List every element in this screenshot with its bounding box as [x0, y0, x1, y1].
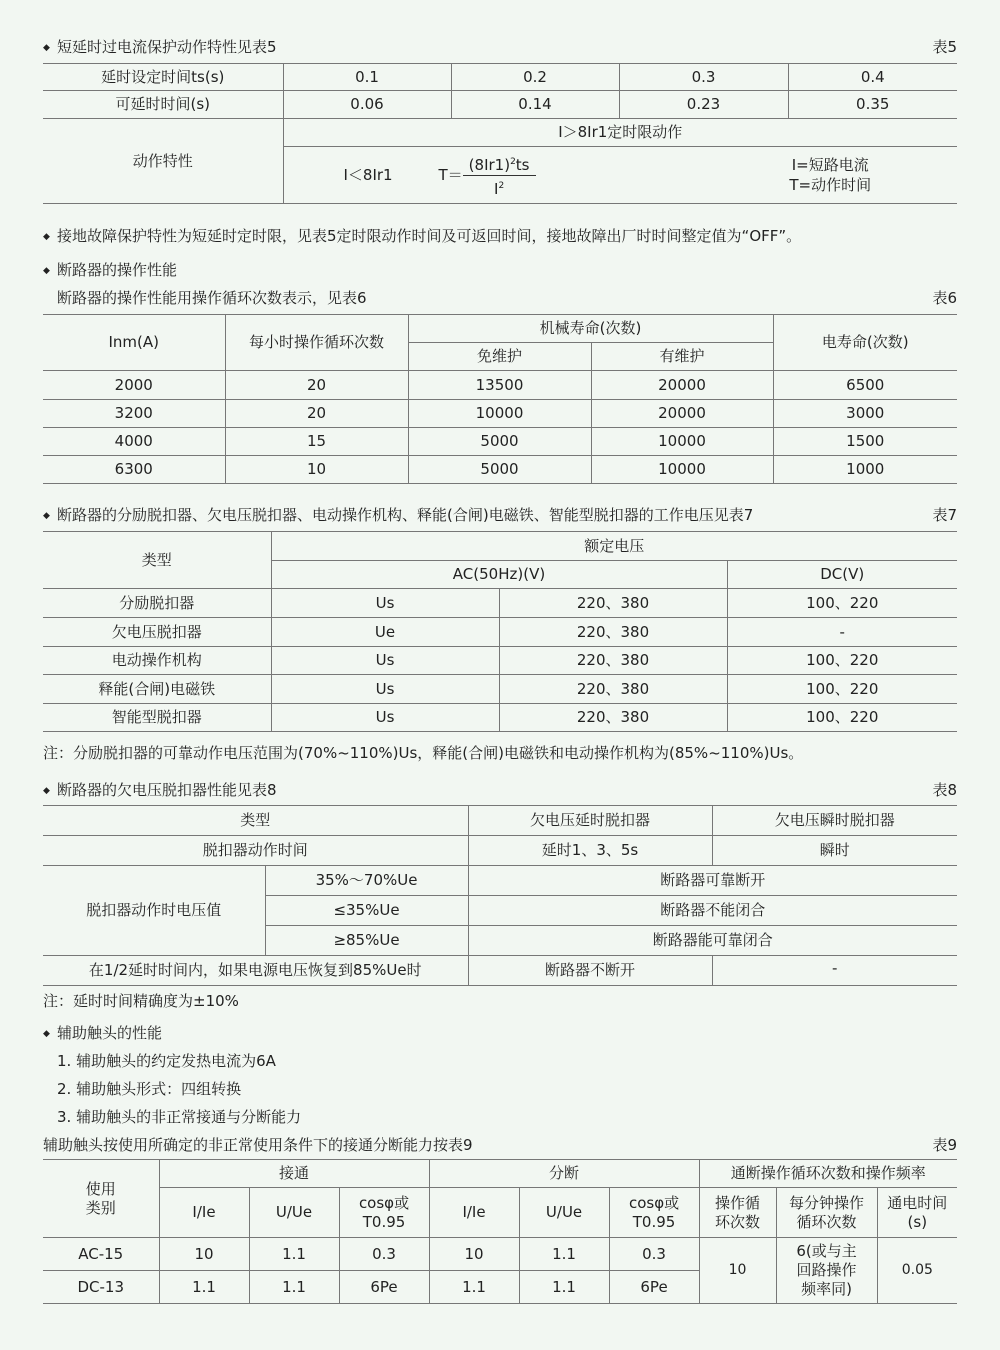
table-row: 4000 15 5000 10000 1500	[43, 428, 957, 456]
list-item: 1. 辅助触头的约定发热电流为6A	[57, 1052, 276, 1070]
table-row: AC-15 10 1.1 0.3 10 1.1 0.3 10 6(或与主 回路操作 频率同) 0.05	[43, 1238, 957, 1271]
table6-caption: 断路器的操作性能用操作循环次数表示，见表6 表6	[57, 289, 957, 307]
table9-tag: 表9	[932, 1136, 957, 1154]
table-row: 脱扣器动作时电压值 35%～70%Ue 断路器可靠断开	[43, 866, 957, 896]
table-row: 可延时时间(s) 0.06 0.14 0.23 0.35	[43, 91, 957, 119]
table-row: 3200 20 10000 20000 3000	[43, 400, 957, 428]
diamond-bullet-icon: ◆	[43, 786, 50, 796]
formula: T＝ $\frac{(8Ir1)^2ts}{I^2}$	[439, 152, 704, 199]
table-row: 延时设定时间ts(s) 0.1 0.2 0.3 0.4	[43, 64, 957, 91]
table-row	[43, 119, 957, 147]
table7-note: 注：分励脱扣器的可靠动作电压范围为(70%~110%)Us，释能(合闸)电磁铁和电动操作机构为(85%~110%)Us。	[43, 744, 804, 762]
table-row: 6300 10 5000 10000 1000	[43, 456, 957, 484]
diamond-bullet-icon: ◆	[43, 1029, 50, 1039]
table-header-row: Inm(A) 每小时操作循环次数 机械寿命(次数) 电寿命(次数)	[43, 315, 957, 343]
table-row: 脱扣器动作时间 延时1、3、5s 瞬时	[43, 836, 957, 866]
table-row: 欠电压脱扣器 Ue 220、380 -	[43, 618, 957, 647]
table7-caption: ◆ 断路器的分励脱扣器、欠电压脱扣器、电动操作机构、释能(合闸)电磁铁、智能型脱扣器的工作电压见表7 表7	[43, 504, 957, 526]
diamond-bullet-icon: ◆	[43, 266, 50, 276]
list-item: 3. 辅助触头的非正常接通与分断能力	[57, 1108, 302, 1126]
table-header-row: I/Ie U/Ue cosφ或 T0.95 I/Ie U/Ue cosφ或 T0.95 操作循 环次数 每分钟操作 循环次数 通电时间 (s)	[43, 1188, 957, 1238]
table-header-row: 类型 欠电压延时脱扣器 欠电压瞬时脱扣器	[43, 806, 957, 836]
table-row: 在1/2延时时间内，如果电源电压恢复到85%Ue时 断路器不断开 -	[43, 956, 957, 986]
table7	[43, 531, 957, 732]
table6	[43, 314, 957, 484]
diamond-bullet-icon: ◆	[43, 43, 50, 53]
table8-note: 注：延时时间精确度为±10%	[43, 992, 239, 1010]
table-row: ≥85%Ue 断路器能可靠闭合	[43, 926, 957, 956]
table-header-row: 使用 类别 接通 分断 通断操作循环次数和操作频率	[43, 1160, 957, 1188]
condition-text: I＜8Ir1	[343, 165, 393, 184]
table8-tag: 表8	[932, 781, 957, 799]
table8-caption: ◆ 断路器的欠电压脱扣器性能见表8 表8	[43, 779, 957, 801]
formula-legend: I=短路电流 T=动作时间	[789, 156, 872, 194]
table5-tag: 表5	[932, 38, 957, 56]
aux-title: ◆ 辅助触头的性能	[43, 1022, 957, 1045]
action-formula-row	[284, 147, 958, 203]
table6-tag: 表6	[932, 289, 957, 307]
table8	[43, 805, 957, 986]
table-row: DC-13 1.1 1.1 6Pe 1.1 1.1 6Pe	[43, 1271, 957, 1304]
table-row: 电动操作机构 Us 220、380 100、220	[43, 647, 957, 675]
operation-title: ◆ 断路器的操作性能	[43, 259, 957, 282]
table-row: 智能型脱扣器 Us 220、380 100、220	[43, 704, 957, 732]
table7-tag: 表7	[932, 506, 957, 524]
table-row: 释能(合闸)电磁铁 Us 220、380 100、220	[43, 675, 957, 704]
table9	[43, 1159, 957, 1304]
action-header: I＞8Ir1定时限动作	[283, 119, 957, 147]
table-row: 分励脱扣器 Us 220、380 100、220	[43, 589, 957, 618]
diamond-bullet-icon: ◆	[43, 232, 50, 242]
table-row: ≤35%Ue 断路器不能闭合	[43, 896, 957, 926]
diamond-bullet-icon: ◆	[43, 511, 50, 521]
table-row: 2000 20 13500 20000 6500	[43, 371, 957, 400]
table9-caption: 辅助触头按使用所确定的非正常使用条件下的接通分断能力按表9 表9	[43, 1136, 957, 1154]
ground-fault-note: ◆ 接地故障保护特性为短延时定时限，见表5定时限动作时间及可返回时间，接地故障出厂时时间整定值为“OFF”。	[43, 225, 957, 248]
table-header-row: AC(50Hz)(V) DC(V)	[43, 561, 957, 589]
table5-caption: ◆ 短延时过电流保护动作特性见表5 表5	[43, 36, 957, 58]
table-header-row: 免维护 有维护	[43, 343, 957, 371]
action-label: 动作特性	[43, 119, 283, 204]
table5	[43, 63, 957, 204]
list-item: 2. 辅助触头形式：四组转换	[57, 1080, 242, 1098]
table-header-row: 类型 额定电压	[43, 532, 957, 561]
